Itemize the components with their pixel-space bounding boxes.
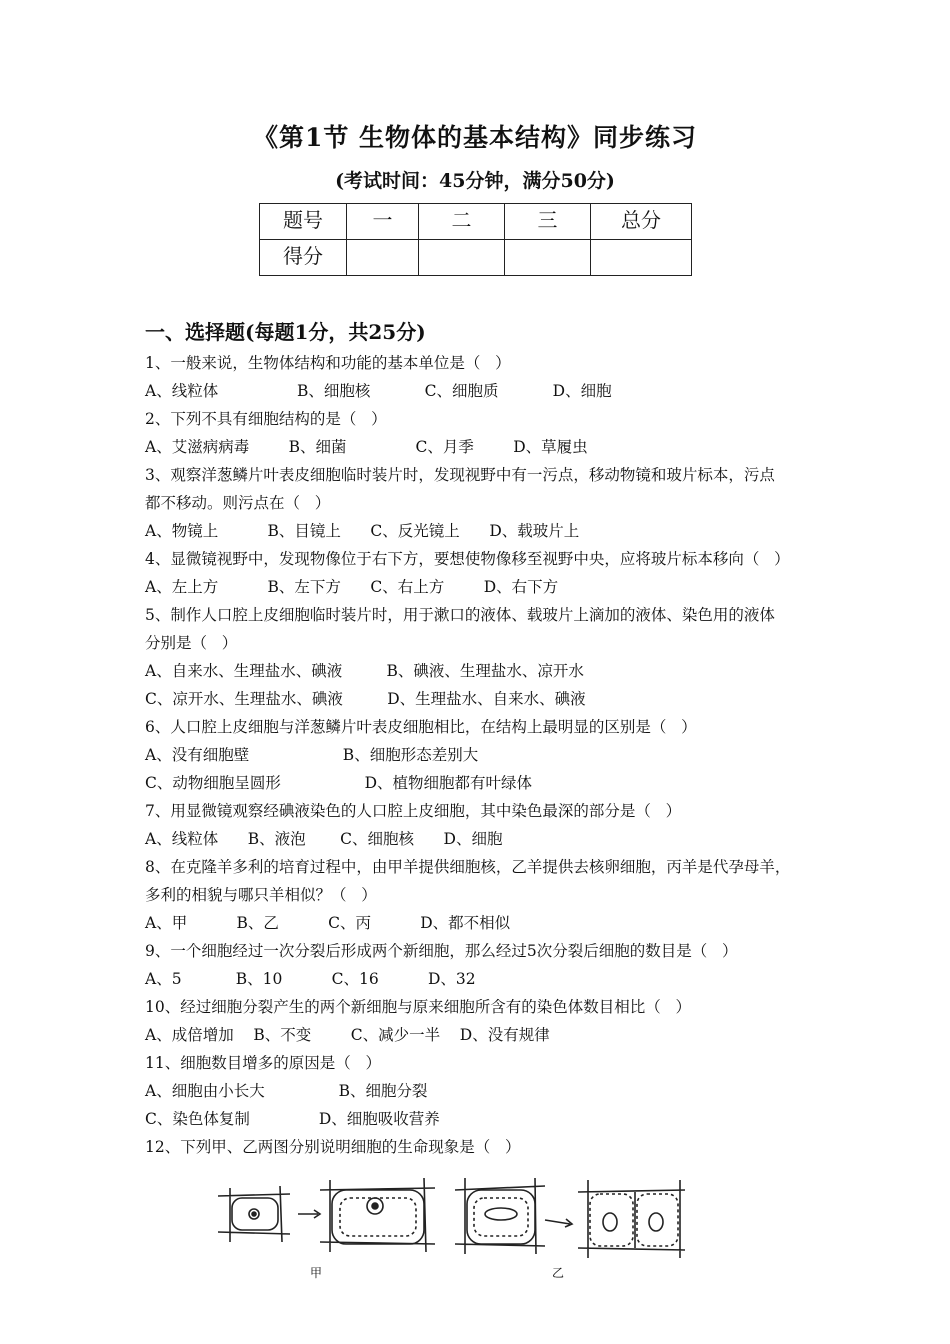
option-line: A、物镜上 B、目镜上 C、反光镜上 D、载玻片上 bbox=[145, 522, 580, 540]
option-line: A、成倍增加 B、不变 C、减少一半 D、没有规律 bbox=[145, 1026, 550, 1044]
arrow-icon bbox=[298, 1210, 320, 1218]
option-line: A、细胞由小长大 B、细胞分裂 bbox=[145, 1082, 428, 1100]
score-header-cell: 总分 bbox=[591, 204, 692, 240]
option-line: A、甲 B、乙 C、丙 D、都不相似 bbox=[145, 914, 511, 932]
cell-division-figure bbox=[210, 1168, 690, 1283]
option-line: C、染色体复制 D、细胞吸收营养 bbox=[145, 1110, 440, 1128]
score-table-score-row bbox=[260, 240, 692, 276]
question-line: 1、一般来说，生物体结构和功能的基本单位是（ ） bbox=[145, 354, 511, 372]
score-header-cell: 一 bbox=[347, 204, 419, 240]
question-line: 多利的相貌与哪只羊相似？（ ） bbox=[145, 886, 377, 904]
cell-small bbox=[218, 1186, 290, 1242]
cell-diagram-svg bbox=[210, 1168, 690, 1258]
option-line: A、左上方 B、左下方 C、右上方 D、右下方 bbox=[145, 578, 559, 596]
score-header-cell: 三 bbox=[505, 204, 591, 240]
cell-large bbox=[320, 1178, 435, 1252]
question-line: 11、细胞数目增多的原因是（ ） bbox=[145, 1054, 382, 1072]
question-line: 2、下列不具有细胞结构的是（ ） bbox=[145, 410, 387, 428]
page-title: 《第1节 生物体的基本结构》同步练习 bbox=[252, 123, 698, 152]
score-cell[interactable] bbox=[505, 240, 591, 276]
arrow-icon bbox=[545, 1219, 572, 1227]
score-cell[interactable] bbox=[347, 240, 419, 276]
score-header-cell: 题号 bbox=[260, 204, 347, 240]
option-line: C、凉开水、生理盐水、碘液 D、生理盐水、自来水、碘液 bbox=[145, 690, 586, 708]
cells-after-division bbox=[578, 1180, 685, 1258]
question-line: 12、下列甲、乙两图分别说明细胞的生命现象是（ ） bbox=[145, 1138, 521, 1156]
score-cell[interactable] bbox=[419, 240, 505, 276]
option-line: C、动物细胞呈圆形 D、植物细胞都有叶绿体 bbox=[145, 774, 533, 792]
question-line: 7、用显微镜观察经碘液染色的人口腔上皮细胞，其中染色最深的部分是（ ） bbox=[145, 802, 682, 820]
figure-label-yi: 乙 bbox=[552, 1266, 565, 1280]
question-line: 3、观察洋葱鳞片叶表皮细胞临时装片时，发现视野中有一污点，移动物镜和玻片标本，污点 bbox=[145, 466, 775, 484]
question-line: 都不移动。则污点在（ ） bbox=[145, 494, 331, 512]
score-row-label: 得分 bbox=[260, 240, 347, 276]
question-line: 4、显微镜视野中，发现物像位于右下方，要想使物像移至视野中央，应将玻片标本移向（ ） bbox=[145, 550, 790, 568]
option-line: A、线粒体 B、细胞核 C、细胞质 D、细胞 bbox=[145, 382, 612, 400]
question-list bbox=[145, 349, 817, 1161]
question-line: 8、在克隆羊多利的培育过程中，由甲羊提供细胞核，乙羊提供去核卵细胞，丙羊是代孕母羊， bbox=[145, 858, 791, 876]
score-header-cell: 二 bbox=[419, 204, 505, 240]
option-line: A、5 B、10 C、16 D、32 bbox=[145, 970, 476, 988]
option-line: A、自来水、生理盐水、碘液 B、碘液、生理盐水、凉开水 bbox=[145, 662, 584, 680]
score-cell[interactable] bbox=[591, 240, 692, 276]
question-line: 10、经过细胞分裂产生的两个新细胞与原来细胞所含有的染色体数目相比（ ） bbox=[145, 998, 692, 1016]
cell-before-division bbox=[455, 1178, 545, 1254]
section-title: 一、选择题(每题1分，共25分) bbox=[145, 320, 426, 344]
question-line: 分别是（ ） bbox=[145, 634, 238, 652]
question-line: 9、一个细胞经过一次分裂后形成两个新细胞，那么经过5次分裂后细胞的数目是（ ） bbox=[145, 942, 738, 960]
score-table bbox=[259, 203, 692, 276]
option-line: A、没有细胞壁 B、细胞形态差别大 bbox=[145, 746, 479, 764]
option-line: A、线粒体 B、液泡 C、细胞核 D、细胞 bbox=[145, 830, 503, 848]
exam-info: (考试时间：45分钟，满分50分) bbox=[335, 170, 615, 192]
score-table-header-row bbox=[260, 204, 692, 240]
question-line: 5、制作人口腔上皮细胞临时装片时，用于漱口的液体、载玻片上滴加的液体、染色用的液体 bbox=[145, 606, 775, 624]
option-line: A、艾滋病病毒 B、细菌 C、月季 D、草履虫 bbox=[145, 438, 588, 456]
figure-label-jia: 甲 bbox=[310, 1266, 323, 1280]
question-line: 6、人口腔上皮细胞与洋葱鳞片叶表皮细胞相比，在结构上最明显的区别是（ ） bbox=[145, 718, 697, 736]
